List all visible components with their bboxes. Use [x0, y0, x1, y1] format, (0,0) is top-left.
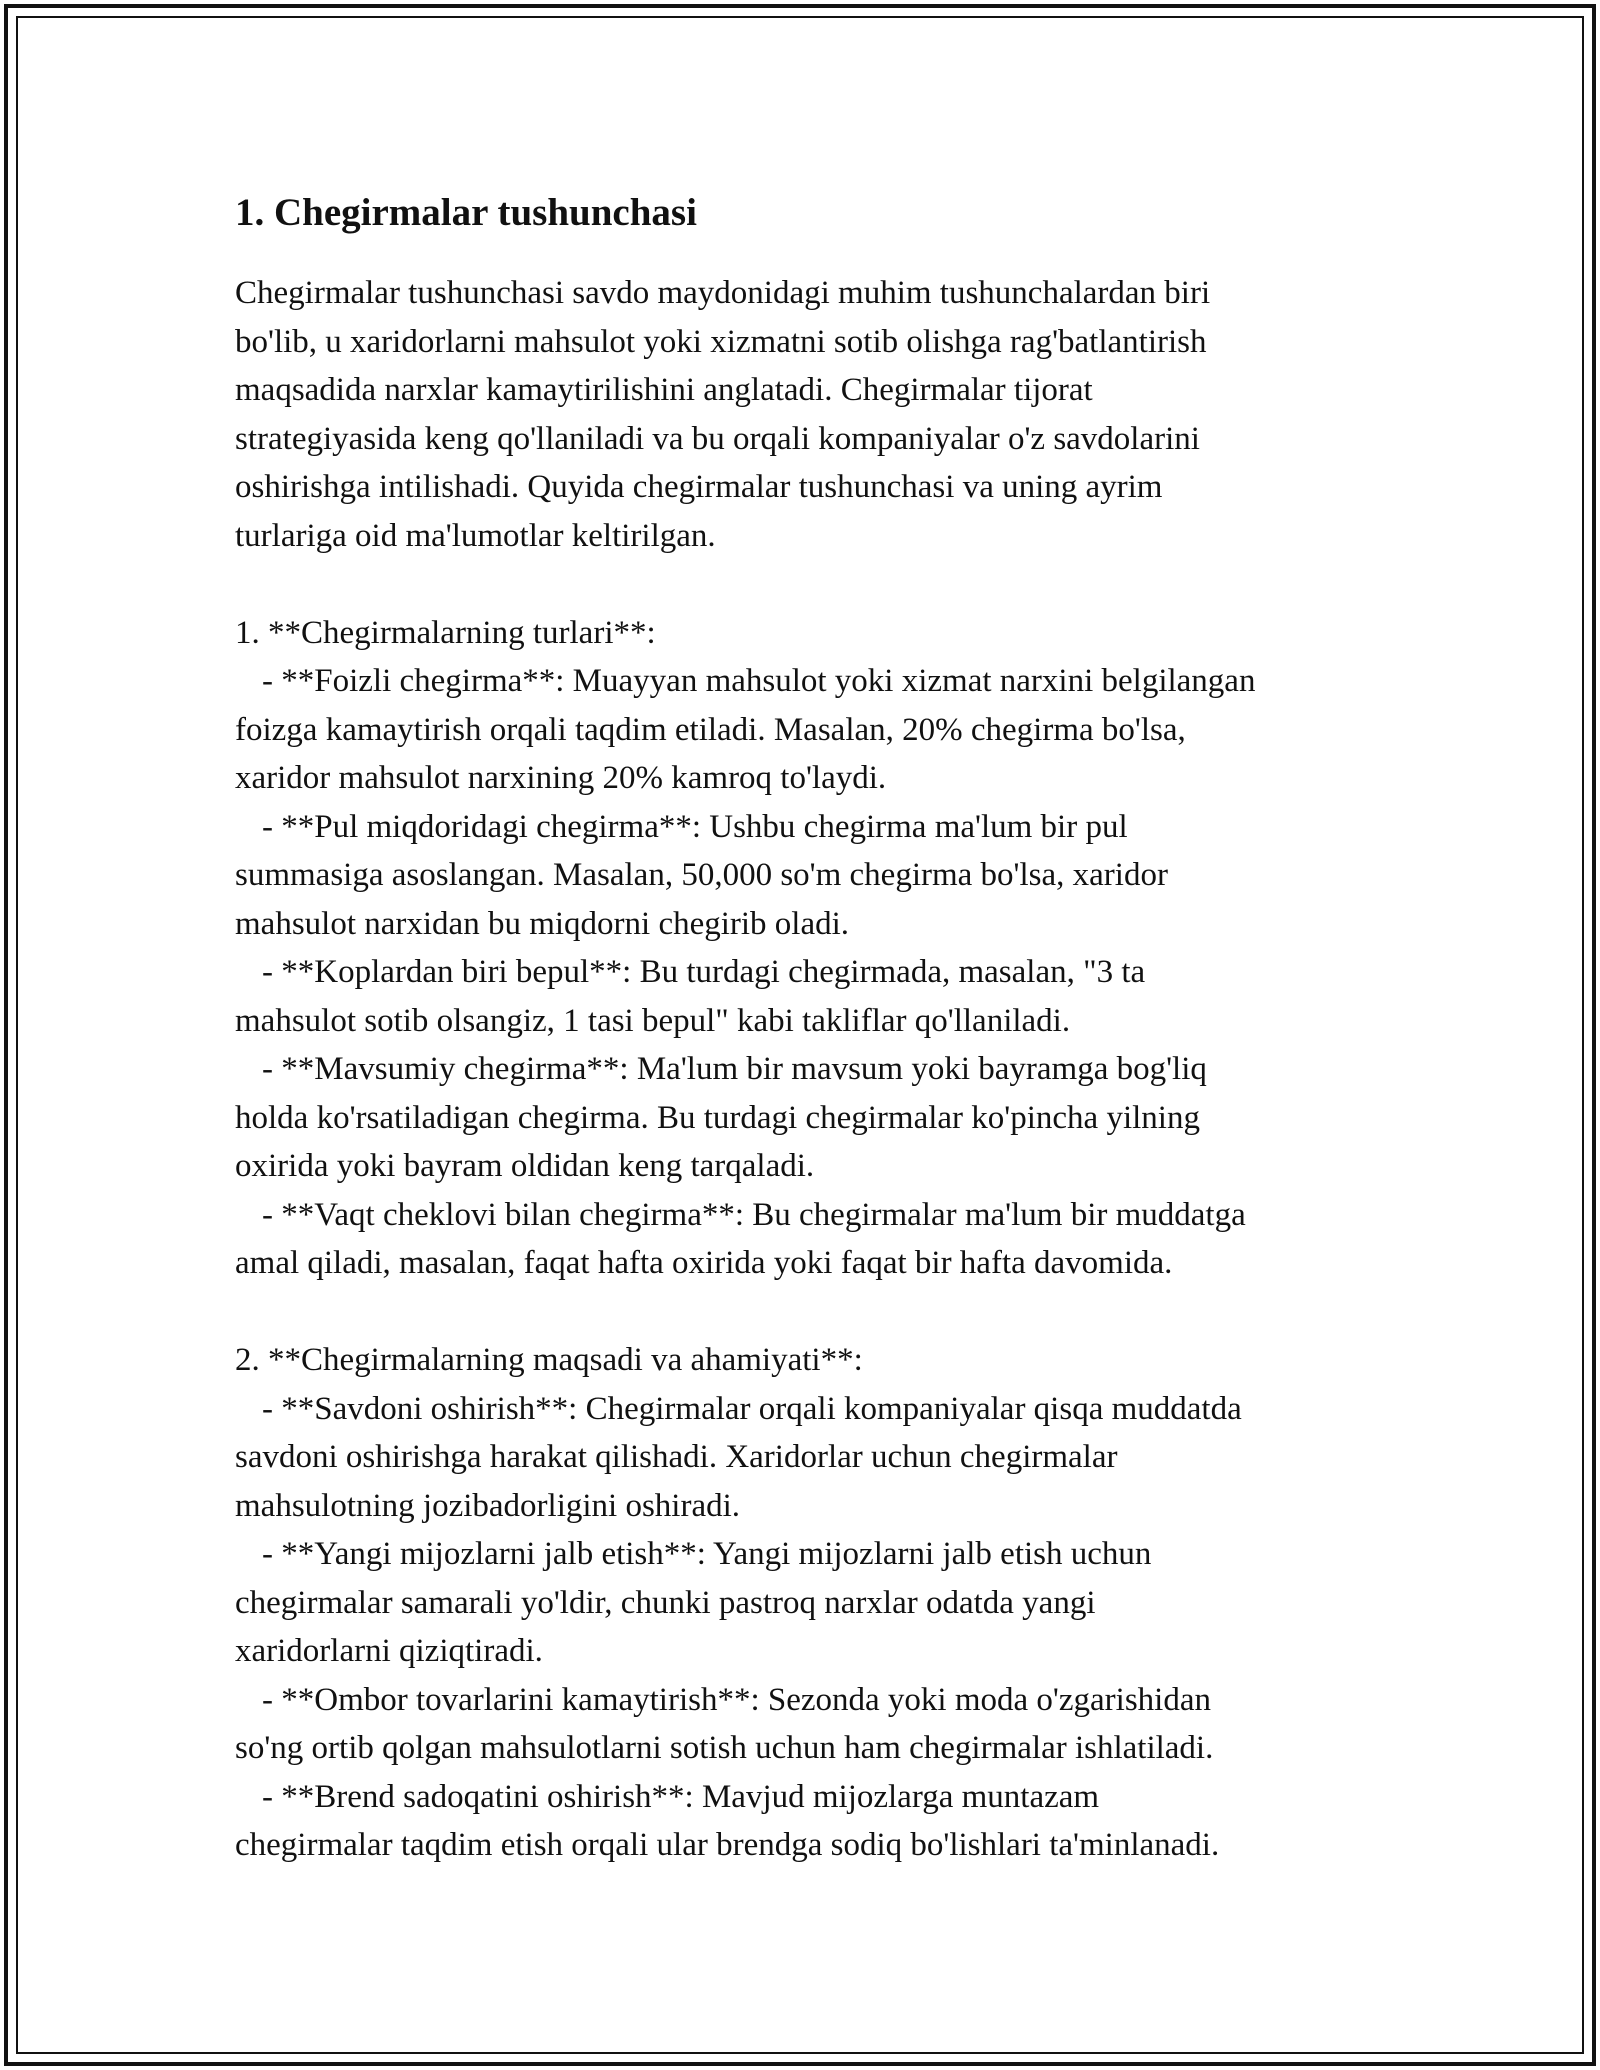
intro-line: turlariga oid ma'lumotlar keltirilgan.	[235, 517, 716, 554]
list-item-line: summasiga asoslangan. Masalan, 50,000 so'm chegirma bo'lsa, xaridor	[235, 857, 1168, 893]
list-item-line: - **Pul miqdoridagi chegirma**: Ushbu chegirma ma'lum bir pul	[262, 808, 1128, 845]
list-item-line: - **Koplardan biri bepul**: Bu turdagi chegirmada, masalan, "3 ta	[262, 954, 1146, 990]
list-item-line: - **Vaqt cheklovi bilan chegirma**: Bu chegirmalar ma'lum bir muddatga	[262, 1196, 1246, 1233]
list-item-line: - **Ombor tovarlarini kamaytirish**: Sezonda yoki moda o'zgarishidan	[262, 1681, 1211, 1718]
intro-line: maqsadida narxlar kamaytirilishini anglatadi. Chegirmalar tijorat	[235, 372, 1093, 408]
list-item-line: oxirida yoki bayram oldidan keng tarqaladi.	[235, 1148, 815, 1184]
list-item-line: mahsulot sotib olsangiz, 1 tasi bepul" kabi takliflar qo'llaniladi.	[235, 1002, 1071, 1039]
section-heading: 1. **Chegirmalarning turlari**:	[235, 614, 656, 651]
list-item-line: chegirmalar samarali yo'ldir, chunki pastroq narxlar odatda yangi	[235, 1584, 1096, 1621]
list-item-line: holda ko'rsatiladigan chegirma. Bu turdagi chegirmalar ko'pincha yilning	[235, 1099, 1200, 1136]
intro-line: Chegirmalar tushunchasi savdo maydonidagi muhim tushunchalardan biri	[235, 275, 1211, 311]
list-item-line: - **Mavsumiy chegirma**: Ma'lum bir mavsum yoki bayramga bog'liq	[262, 1051, 1207, 1087]
section-heading: 2. **Chegirmalarning maqsadi va ahamiyati**:	[235, 1342, 863, 1378]
list-item-mavsumiy	[235, 1045, 1465, 1191]
intro-paragraph	[235, 269, 1465, 560]
list-item-savdo	[235, 1385, 1465, 1531]
list-item-line: - **Brend sadoqatini oshirish**: Mavjud mijozlarga muntazam	[262, 1778, 1100, 1815]
list-item-line: - **Yangi mijozlarni jalb etish**: Yangi mijozlarni jalb etish uchun	[262, 1536, 1152, 1572]
list-item-line: chegirmalar taqdim etish orqali ular brendga sodiq bo'lishlari ta'minlanadi.	[235, 1827, 1220, 1863]
list-item-mijozlar	[235, 1530, 1465, 1676]
list-item-foizli	[235, 657, 1465, 803]
list-item-brend	[235, 1773, 1465, 1870]
list-item-line: xaridorlarni qiziqtiradi.	[235, 1633, 543, 1669]
section-2	[235, 1336, 1465, 1870]
list-item-line: - **Foizli chegirma**: Muayyan mahsulot yoki xizmat narxini belgilangan	[262, 663, 1256, 699]
list-item-pul	[235, 803, 1465, 949]
list-item-line: savdoni oshirishga harakat qilishadi. Xaridorlar uchun chegirmalar	[235, 1439, 1118, 1475]
list-item-line: foizga kamaytirish orqali taqdim etiladi. Masalan, 20% chegirma bo'lsa,	[235, 711, 1186, 748]
list-item-line: mahsulotning jozibadorligini oshiradi.	[235, 1487, 741, 1524]
list-item-line: - **Savdoni oshirish**: Chegirmalar orqali kompaniyalar qisqa muddatda	[262, 1390, 1242, 1427]
list-item-koplardan	[235, 948, 1465, 1045]
list-item-vaqt	[235, 1191, 1465, 1288]
paragraph-gap	[235, 1288, 1465, 1337]
page-title: 1. Chegirmalar tushunchasi	[235, 191, 697, 234]
list-item-line: xaridor mahsulot narxining 20% kamroq to'laydi.	[235, 760, 887, 796]
intro-line: oshirishga intilishadi. Quyida chegirmalar tushunchasi va uning ayrim	[235, 469, 1163, 505]
list-item-ombor	[235, 1676, 1465, 1773]
list-item-line: mahsulot narxidan bu miqdorni chegirib oladi.	[235, 905, 850, 942]
document-body	[235, 187, 1465, 1870]
section-1	[235, 609, 1465, 1288]
intro-line: strategiyasida keng qo'llaniladi va bu orqali kompaniyalar o'z savdolarini	[235, 420, 1200, 457]
paragraph-gap	[235, 560, 1465, 609]
intro-line: bo'lib, u xaridorlarni mahsulot yoki xizmatni sotib olishga rag'batlantirish	[235, 323, 1207, 360]
list-item-line: so'ng ortib qolgan mahsulotlarni sotish uchun ham chegirmalar ishlatiladi.	[235, 1730, 1214, 1766]
list-item-line: amal qiladi, masalan, faqat hafta oxirida yoki faqat bir hafta davomida.	[235, 1245, 1173, 1281]
